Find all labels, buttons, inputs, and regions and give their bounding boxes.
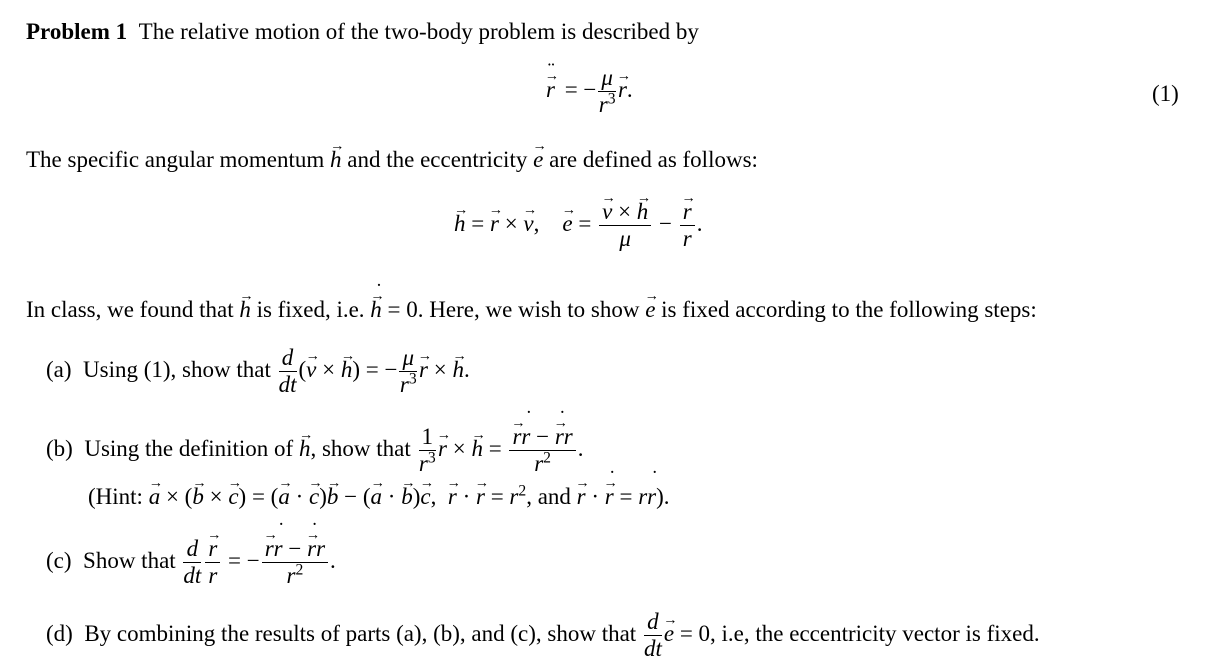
part-d-label: (d) <box>46 620 73 646</box>
equation-1-number: (1) <box>1152 81 1179 106</box>
part-c: (c) Show that $\frac{d}{dt}$ → $\frac{r}{r}$ = − → $\frac{rr ˙ - \to r ˙r}{r^2}$ . <box>46 537 336 588</box>
part-c-label: (c) <box>46 547 72 573</box>
problem-heading: Problem 1 <box>26 19 128 44</box>
fixed-paragraph: In class, we found that → h is fixed, i.e. → h ˙ = 0. Here, we wish to show → e is fixed according to the following steps: <box>26 297 1037 323</box>
part-a: (a) Using (1), show that $\frac{d}{dt}$ (→ v × → h) = − $\frac{\mu}{r^3}$ → r × → h. <box>46 346 470 397</box>
part-a-label: (a) <box>46 356 72 382</box>
angular-momentum-paragraph: The specific angular momentum → h and the eccentricity → e are defined as follows: <box>26 147 758 173</box>
part-b-hint: (Hint: → a × (→ b × → c) = (→ a · → c)→ b − (→ a · → b)→ c, → r · → $r = r^2$, and → r · → r ˙ = rr ˙). <box>88 484 670 510</box>
part-d: (d) By combining the results of parts (a), (b), and (c), show that $\frac{d}{dt}$ → e = 0, i.e, the eccentricity vector is fixed. <box>46 610 1040 661</box>
part-b: (b) Using the definition of → h, show that $\frac{1}{r^3}$ → r × → h = → $\frac{rr ˙ - \to r ˙r}{r^2}$ . <box>46 425 584 476</box>
problem-intro-text: The relative motion of the two-body problem is described by <box>138 19 699 44</box>
part-b-label: (b) <box>46 435 73 461</box>
problem-intro <box>26 19 699 45</box>
part-a-text: Using (1), show that <box>83 356 271 382</box>
definitions-equation: → h = → r × → v, → e = → $\frac{v \times \to h}{\mu}$ − → $\frac{r}{r}$ . <box>454 200 702 251</box>
equation-1: → r ¨ = − $\frac{\mu}{r^3}$ → r. <box>546 66 633 117</box>
